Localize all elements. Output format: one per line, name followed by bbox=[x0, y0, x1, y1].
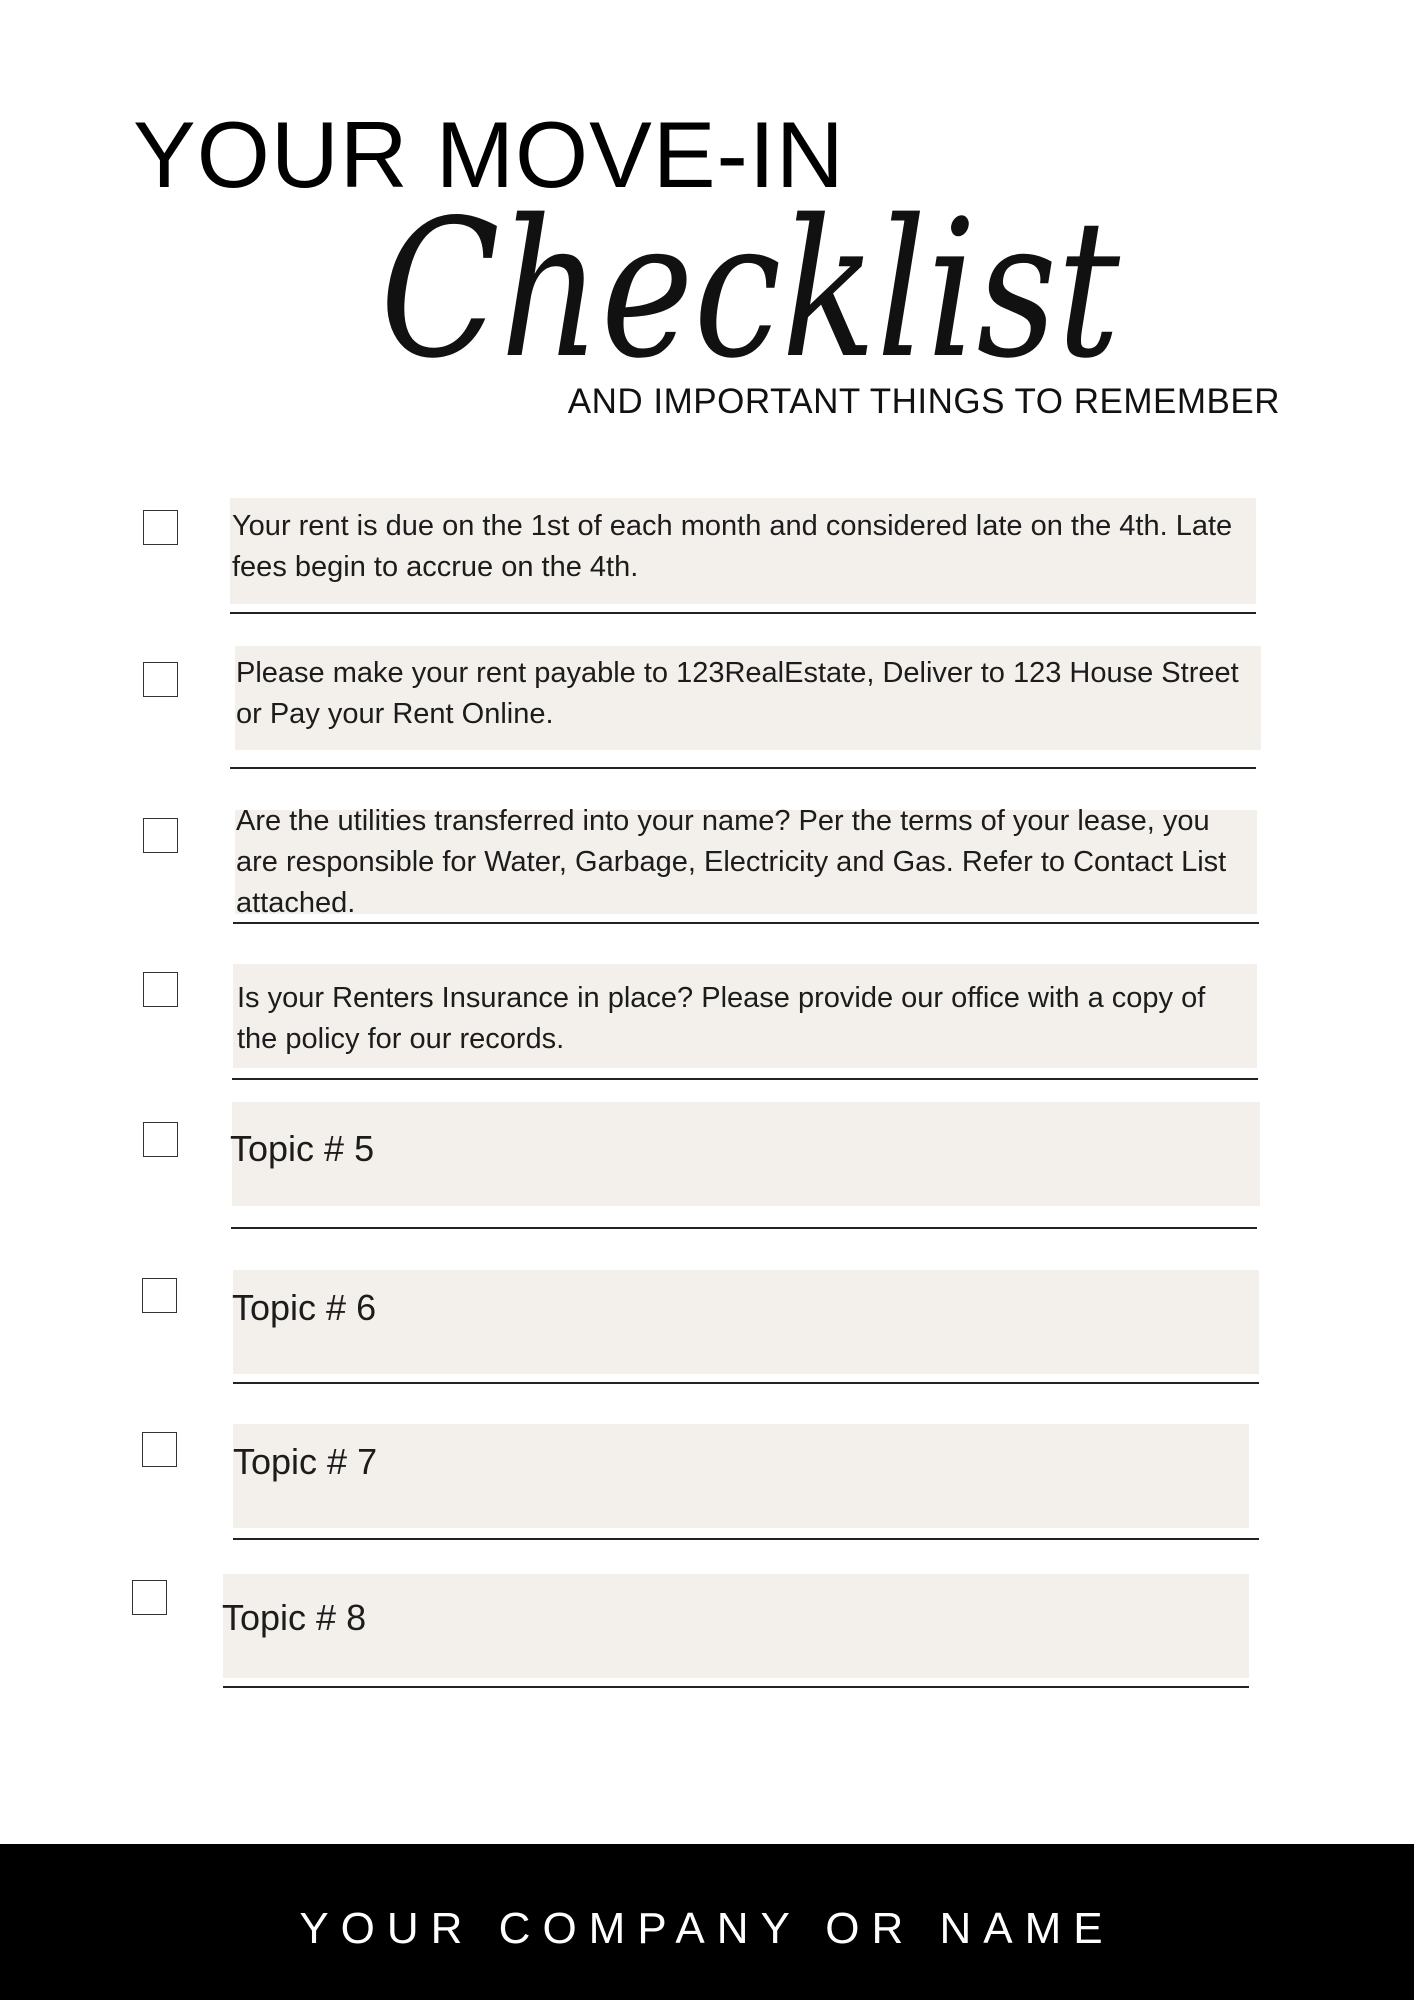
item-8-rule bbox=[223, 1686, 1249, 1688]
page-subtitle: AND IMPORTANT THINGS TO REMEMBER bbox=[567, 382, 1280, 421]
item-6-rule bbox=[233, 1382, 1259, 1384]
item-5-text: Topic # 5 bbox=[230, 1128, 375, 1169]
item-8-text: Topic # 8 bbox=[222, 1597, 367, 1638]
item-3-rule bbox=[233, 922, 1259, 924]
checkbox-6[interactable] bbox=[142, 1278, 177, 1313]
item-1-rule bbox=[230, 612, 1256, 614]
footer-company-name: YOUR COMPANY OR NAME bbox=[299, 1904, 1115, 1953]
item-1-text: Your rent is due on the 1st of each month and considered late on the 4th. Late fees begin to accrue on the 4th. bbox=[232, 510, 1233, 583]
item-6-text: Topic # 6 bbox=[232, 1287, 377, 1328]
checkbox-5[interactable] bbox=[143, 1122, 178, 1157]
page-title: YOUR MOVE-IN bbox=[133, 102, 845, 207]
item-5-rule bbox=[231, 1227, 1257, 1229]
item-3-text: Are the utilities transferred into your name? Per the terms of your lease, you are responsible for Water, Garbage, Electricity and Gas. Refer to Contact List attached. bbox=[236, 805, 1227, 919]
checkbox-4[interactable] bbox=[143, 972, 178, 1007]
item-7-rule bbox=[233, 1538, 1259, 1540]
item-7-text: Topic # 7 bbox=[233, 1441, 378, 1482]
footer-bar bbox=[0, 1844, 1414, 2000]
item-4-rule bbox=[232, 1078, 1258, 1080]
checkbox-2[interactable] bbox=[143, 662, 178, 697]
checkbox-8[interactable] bbox=[132, 1580, 167, 1615]
item-2-rule bbox=[230, 767, 1256, 769]
item-4-text: Is your Renters Insurance in place? Please provide our office with a copy of the policy for our records. bbox=[237, 982, 1206, 1055]
checkbox-7[interactable] bbox=[142, 1432, 177, 1467]
item-2-text: Please make your rent payable to 123RealEstate, Deliver to 123 House Street or Pay your Rent Online. bbox=[236, 657, 1239, 730]
checkbox-3[interactable] bbox=[143, 818, 178, 853]
script-title-text: Checklist bbox=[380, 190, 1121, 400]
checkbox-1[interactable] bbox=[143, 510, 178, 545]
